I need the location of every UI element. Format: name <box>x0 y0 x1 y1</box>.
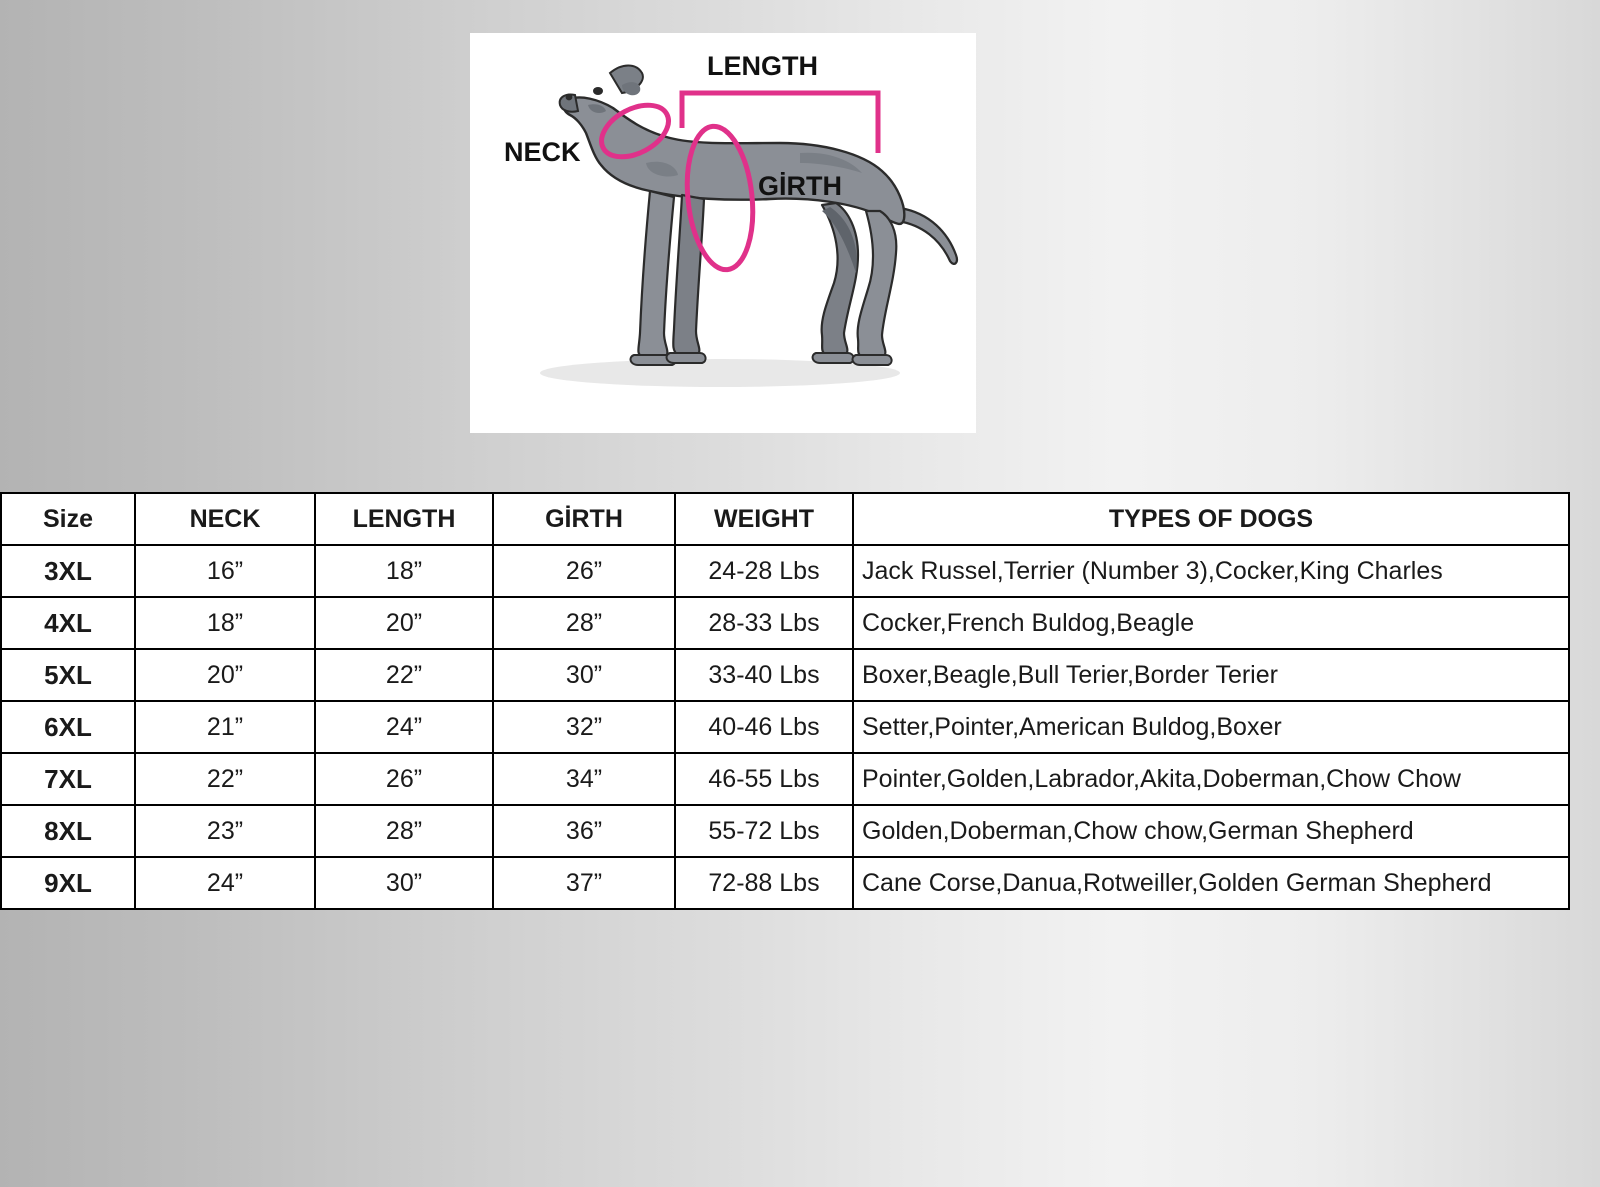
header-types-of-dogs: TYPES OF DOGS <box>853 493 1569 545</box>
table-row <box>1 649 1569 701</box>
cell-girth: 34” <box>493 753 675 805</box>
cell-dogs: Cocker,French Buldog,Beagle <box>853 597 1569 649</box>
length-label: LENGTH <box>707 51 818 81</box>
neck-label: NECK <box>504 137 581 167</box>
cell-girth: 26” <box>493 545 675 597</box>
cell-girth: 28” <box>493 597 675 649</box>
cell-neck: 16” <box>135 545 315 597</box>
cell-length: 28” <box>315 805 493 857</box>
cell-neck: 18” <box>135 597 315 649</box>
dog-eye <box>593 87 603 95</box>
cell-length: 18” <box>315 545 493 597</box>
table-row <box>1 545 1569 597</box>
header-neck: NECK <box>135 493 315 545</box>
header-weight: WEIGHT <box>675 493 853 545</box>
table-row <box>1 857 1569 909</box>
cell-size: 8XL <box>1 805 135 857</box>
cell-weight: 46-55 Lbs <box>675 753 853 805</box>
cell-dogs: Golden,Doberman,Chow chow,German Shepherd <box>853 805 1569 857</box>
cell-girth: 37” <box>493 857 675 909</box>
cell-girth: 32” <box>493 701 675 753</box>
cell-dogs: Setter,Pointer,American Buldog,Boxer <box>853 701 1569 753</box>
table-row <box>1 597 1569 649</box>
cell-neck: 24” <box>135 857 315 909</box>
size-chart-table-wrap <box>0 492 1568 910</box>
cell-dogs: Cane Corse,Danua,Rotweiller,Golden German Shepherd <box>853 857 1569 909</box>
cell-length: 24” <box>315 701 493 753</box>
size-chart-table <box>0 492 1570 910</box>
cell-weight: 28-33 Lbs <box>675 597 853 649</box>
header-size: Size <box>1 493 135 545</box>
table-header-row <box>1 493 1569 545</box>
cell-length: 22” <box>315 649 493 701</box>
cell-weight: 33-40 Lbs <box>675 649 853 701</box>
cell-length: 30” <box>315 857 493 909</box>
table-row <box>1 805 1569 857</box>
cell-size: 5XL <box>1 649 135 701</box>
cell-neck: 22” <box>135 753 315 805</box>
girth-label: GİRTH <box>758 171 842 201</box>
cell-size: 6XL <box>1 701 135 753</box>
cell-weight: 72-88 Lbs <box>675 857 853 909</box>
cell-dogs: Pointer,Golden,Labrador,Akita,Doberman,Chow Chow <box>853 753 1569 805</box>
cell-weight: 40-46 Lbs <box>675 701 853 753</box>
cell-size: 3XL <box>1 545 135 597</box>
cell-neck: 20” <box>135 649 315 701</box>
cell-neck: 23” <box>135 805 315 857</box>
cell-girth: 30” <box>493 649 675 701</box>
cell-size: 9XL <box>1 857 135 909</box>
header-girth: GİRTH <box>493 493 675 545</box>
cell-weight: 55-72 Lbs <box>675 805 853 857</box>
dog-nose <box>566 94 573 101</box>
cell-dogs: Jack Russel,Terrier (Number 3),Cocker,King Charles <box>853 545 1569 597</box>
cell-dogs: Boxer,Beagle,Bull Terier,Border Terier <box>853 649 1569 701</box>
header-length: LENGTH <box>315 493 493 545</box>
dog-illustration-svg <box>470 33 976 433</box>
cell-size: 7XL <box>1 753 135 805</box>
cell-length: 26” <box>315 753 493 805</box>
cell-length: 20” <box>315 597 493 649</box>
cell-weight: 24-28 Lbs <box>675 545 853 597</box>
table-row <box>1 701 1569 753</box>
dog-measurement-diagram <box>470 33 976 433</box>
cell-neck: 21” <box>135 701 315 753</box>
cell-size: 4XL <box>1 597 135 649</box>
table-row <box>1 753 1569 805</box>
cell-girth: 36” <box>493 805 675 857</box>
